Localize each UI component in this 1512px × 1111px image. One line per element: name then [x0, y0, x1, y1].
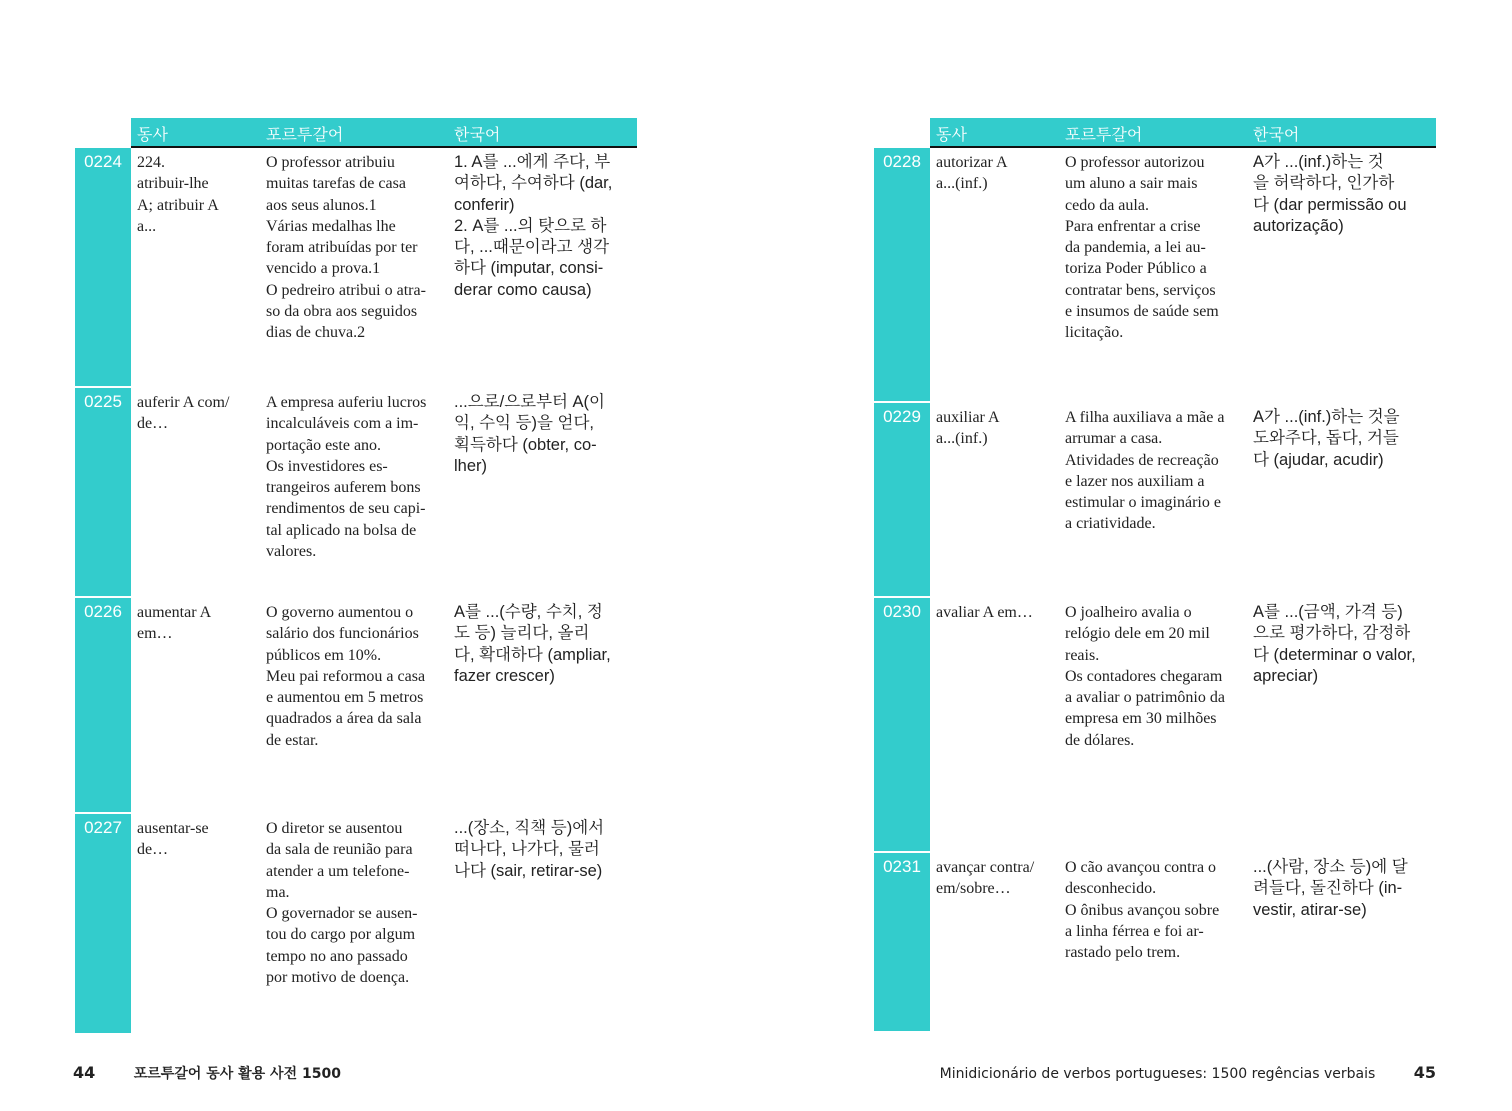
- entry-portuguese-example: O professor atribuiu muitas tarefas de casa aos seus alunos.1 Várias medalhas lhe foram atribuídas por ter vencido a prova.1 O pedreiro atribui o atra- so da obra aos seguidos dias de chuva.2: [266, 154, 426, 342]
- entry-number: 0225: [75, 388, 131, 596]
- right-footer: [940, 1063, 1436, 1082]
- entry-number: 0231: [874, 853, 930, 1031]
- entry-portuguese-example: A empresa auferiu lucros incalculáveis com a im- portação este ano. Os investidores es- trangeiros auferem bons rendimentos de seu capi- tal aplicado na bolsa de valores.: [266, 394, 427, 561]
- entry-number: 0229: [874, 403, 930, 596]
- entry-korean-meaning: ...(장소, 직책 등)에서 떠나다, 나가다, 물러 나다 (sair, retirar-se): [454, 819, 605, 880]
- entry-korean-meaning: 1. A를 ...에게 주다, 부 여하다, 수여하다 (dar, conferir) 2. A를 ...의 탓으로 하 다, ...때문이라고 생각 하다 (imputar, consi- derar como causa): [454, 153, 613, 299]
- entry-row: [75, 388, 637, 596]
- entry-row: [874, 403, 1436, 596]
- entry-korean-meaning: A가 ...(inf.)하는 것을 도와주다, 돕다, 거들 다 (ajudar, acudir): [1253, 408, 1400, 469]
- entry-number: 0227: [75, 814, 131, 1033]
- entry-korean-meaning: ...으로/으로부터 A(이 익, 수익 등)을 얻다, 획득하다 (obter, co- lher): [454, 393, 605, 475]
- entry-row: [874, 853, 1436, 1031]
- header-korean: 한국어: [454, 125, 501, 144]
- entry-row: [874, 598, 1436, 851]
- entry-row: [75, 148, 637, 386]
- entry-portuguese-example: O governo aumentou o salário dos funcionários públicos em 10%. Meu pai reformou a casa e aumentou em 5 metros quadrados a área da sala de estar.: [266, 604, 426, 749]
- entry-number: 0228: [874, 148, 930, 401]
- entry-row: [75, 814, 637, 1033]
- entry-verb: autorizar A a...(inf.): [936, 154, 1008, 193]
- entry-korean-meaning: A를 ...(금액, 가격 등) 으로 평가하다, 감정하 다 (determinar o valor, apreciar): [1253, 603, 1416, 685]
- book-title: 포르투갈어 동사 활용 사전 1500: [133, 1066, 341, 1082]
- entry-verb: avaliar A em…: [936, 604, 1033, 621]
- header-verb: 동사: [936, 125, 967, 144]
- entry-row: [75, 598, 637, 812]
- left-footer: [73, 1063, 341, 1083]
- book-title: Minidicionário de verbos portugueses: 1500 regências verbais: [939, 1066, 1376, 1082]
- entry-number: 0226: [75, 598, 131, 812]
- entry-korean-meaning: ...(사람, 장소 등)에 달 려들다, 돌진하다 (in- vestir, atirar-se): [1253, 858, 1408, 919]
- entry-korean-meaning: A를 ...(수량, 수치, 정 도 등) 늘리다, 올리 다, 확대하다 (ampliar, fazer crescer): [454, 603, 611, 685]
- entry-verb: 224. atribuir-lhe A; atribuir A a...: [137, 154, 219, 235]
- page-number: 44: [73, 1063, 96, 1082]
- entry-portuguese-example: A filha auxiliava a mãe a arrumar a casa. Atividades de recreação e lazer nos auxiliam a estimular o imaginário e a criatividade.: [1065, 409, 1225, 533]
- table-header: [131, 118, 637, 148]
- entry-verb: ausentar-se de…: [137, 820, 209, 859]
- entry-korean-meaning: A가 ...(inf.)하는 것 을 허락하다, 인가하 다 (dar permissão ou autorização): [1253, 153, 1407, 235]
- entry-portuguese-example: O cão avançou contra o desconhecido. O ônibus avançou sobre a linha férrea e foi ar- rastado pelo trem.: [1065, 859, 1220, 962]
- page-number: 45: [1413, 1063, 1436, 1082]
- entry-portuguese-example: O professor autorizou um aluno a sair mais cedo da aula. Para enfrentar a crise da pandemia, a lei au- toriza Poder Público a contratar bens, serviços e insumos de saúde sem licitação.: [1065, 154, 1219, 342]
- header-verb: 동사: [137, 125, 168, 144]
- entry-verb: auxiliar A a...(inf.): [936, 409, 1000, 448]
- entry-verb: aumentar A em…: [137, 604, 212, 643]
- entry-portuguese-example: O diretor se ausentou da sala de reunião para atender a um telefone- ma. O governador se ausen- tou do cargo por algum tempo no ano passado por motivo de doença.: [266, 820, 418, 987]
- entry-verb: auferir A com/ de…: [137, 394, 230, 433]
- entry-number: 0224: [75, 148, 131, 386]
- entry-portuguese-example: O joalheiro avalia o relógio dele em 20 mil reais. Os contadores chegaram a avaliar o patrimônio da empresa em 30 milhões de dólares.: [1065, 604, 1225, 749]
- entry-verb: avançar contra/ em/sobre…: [936, 859, 1035, 898]
- header-portuguese: 포르투갈어: [1065, 125, 1143, 144]
- entry-row: [874, 148, 1436, 401]
- header-korean: 한국어: [1253, 125, 1300, 144]
- entry-number: 0230: [874, 598, 930, 851]
- table-header: [930, 118, 1436, 148]
- header-portuguese: 포르투갈어: [266, 125, 344, 144]
